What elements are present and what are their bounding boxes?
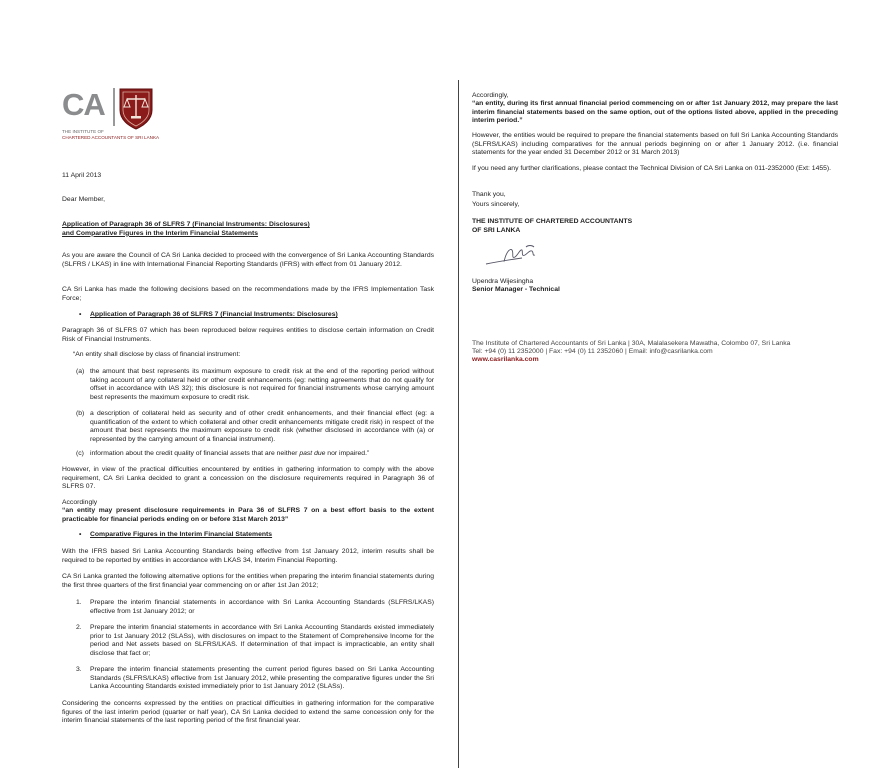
option-1-marker: 1.: [76, 599, 82, 606]
page-divider: [458, 80, 459, 768]
website-link[interactable]: www.casrilanka.com: [472, 356, 539, 363]
signatory-name: Upendra Wijesingha: [472, 278, 534, 285]
section2-paragraph-2: CA Sri Lanka granted the following alternative options for the entities when preparing the interim financial statements during the first three quarters of the first financial year commencing on or after 1st Jan 2012;: [62, 573, 434, 589]
item-c: [62, 450, 434, 459]
decisions-paragraph: CA Sri Lanka has made the following decisions based on the recommendations made by the IFRS Implementation Task Force;: [62, 286, 434, 302]
accordingly-statement: “an entity may present disclosure requirements in Para 36 of SLFRS 7 on a best effort basis to the extent practicable for financial periods ending on or before 31st March 2013”: [62, 507, 434, 523]
however-paragraph: However, the entities would be required to prepare the financial statements based on full Sri Lanka Accounting Standards (SLFRS/LKAS) including comparatives for the annual periods beginning on or after 1 January 2012. (i.e. financial statements for the year ended 31 December 2012 or 31 March 2013): [472, 132, 838, 157]
subject-heading: [62, 221, 310, 238]
footer-contact: Tel: +94 (0) 11 2352000 | Fax: +94 (0) 11 2352060 | Email: info@casrilanka.com: [472, 348, 713, 355]
item-b-marker: (b): [76, 410, 85, 417]
bullet-icon: •: [79, 311, 82, 318]
section1-paragraph: Paragraph 36 of SLFRS 07 which has been reproduced below requires entities to disclose certain information on Credit Risk of Financial Instruments.: [62, 327, 434, 343]
accordingly-statement-2: “an entity, during its first annual financial period commencing on or after 1st January 2012, may prepare the last interim financial statements based on the same option, out of the options listed above, applied in the preceding interim period.”: [472, 100, 838, 125]
item-a-text: the amount that best represents its maximum exposure to credit risk at the end of the reporting period without taking account of any collateral held or other credit enhancements (eg: netting agreements that do not qualify for offset in accordance with IAS 32); this disclosure is not required for financial instruments whose carrying amount best represents the maximum exposure to credit risk.: [90, 368, 434, 402]
concession-paragraph: However, in view of the practical difficulties encountered by entities in gathering information to comply with the above requirement, CA Sri Lanka decided to grant a concession on the disclosure requirements required in Paragraph 36 of SLFRS 07.: [62, 466, 434, 491]
org-line-1: THE INSTITUTE OF CHARTERED ACCOUNTANTS: [472, 218, 633, 225]
subject-line-1: Application of Paragraph 36 of SLFRS 7 (Financial Instruments: Disclosures): [62, 221, 310, 228]
bullet-icon: •: [79, 531, 82, 538]
salutation: Dear Member,: [62, 196, 106, 203]
accordingly-label-2: Accordingly,: [472, 92, 509, 99]
organisation-name: [472, 218, 632, 235]
quote-intro: “An entity shall disclose by class of financial instrument:: [73, 351, 241, 358]
logo-text: [62, 129, 159, 140]
logo-divider: [113, 88, 115, 126]
option-3-text: Prepare the interim financial statements presenting the current period figures based on Sri Lanka Accounting Standards (SLFRS/LKAS) effective from 1st January 2012, while presenting the comparative figures under the Sri Lanka Accounting Standards existed immediately prior to 1st January 2012 (SLASs).: [90, 666, 434, 691]
section1-heading: Application of Paragraph 36 of SLFRS 7 (Financial Instruments: Disclosures): [90, 311, 338, 318]
option-1-text: Prepare the interim financial statements in accordance with Sri Lanka Accounting Standards (SLFRS/LKAS) effective from 1st January 2012; or: [90, 599, 434, 615]
section2-paragraph-1: With the IFRS based Sri Lanka Accounting Standards being effective from 1st January 2012, interim results shall be required to be reported by entities in accordance with LKAS 34, Interim Financial Reporting.: [62, 548, 434, 564]
item-c-start: information about the credit quality of financial assets that are neither: [90, 450, 300, 457]
item-b-text: a description of collateral held as security and of other credit enhancements, and their financial effect (eg: a quantification of the extent to which collateral and other credit enhancements mitigate credit risk) in respect of the amount that best represents the maximum exposure to credit risk (whether disclosed in accordance with (a) or represented by the carrying amount of a financial instrument).: [90, 410, 434, 444]
accordingly-label: Accordingly: [62, 499, 98, 506]
option-3-marker: 3.: [76, 666, 82, 673]
option-3: [62, 666, 434, 692]
signature-image: [482, 240, 552, 270]
option-2-text: Prepare the interim financial statements in accordance with Sri Lanka Accounting Standards existed immediately prior to 1st January 2012 (SLASs), with disclosures on impact to the Statement of Comprehensive Income for the period and Net assets based on SLFRS/LKAS. If determination of that impact is impracticable, an entity shall disclose that fact or;: [90, 624, 434, 658]
subject-line-2: and Comparative Figures in the Interim Financial Statements: [62, 229, 259, 237]
item-b: [62, 410, 434, 445]
item-c-marker: (c): [76, 450, 84, 457]
thank-you: Thank you,: [472, 191, 506, 198]
option-2: [62, 624, 434, 659]
option-2-marker: 2.: [76, 624, 82, 631]
item-a-marker: (a): [76, 368, 85, 375]
logo-line2: CHARTERED ACCOUNTANTS OF SRI LANKA: [62, 134, 160, 140]
yours-sincerely: Yours sincerely,: [472, 201, 520, 208]
option-1: [62, 599, 434, 616]
item-c-end: nor impaired.”: [325, 450, 370, 457]
item-c-italic: past due: [299, 450, 326, 457]
section2-heading-row: [62, 531, 434, 540]
closing-paragraph: Considering the concerns expressed by the entities on practical difficulties in gathering information for the comparative figures of the last interim period (quarter or half year), CA Sri Lanka decided to extend the same concession only for the interim financial statements of the last reporting period of the first financial year.: [62, 700, 434, 725]
section2-heading: Comparative Figures in the Interim Financial Statements: [90, 531, 273, 538]
intro-paragraph: As you are aware the Council of CA Sri Lanka decided to proceed with the convergence of Sri Lanka Accounting Standards (SLFRS / LKAS) in line with International Financial Reporting Standards (IFRS) with effect from 01 January 2012.: [62, 252, 434, 268]
item-c-text: [90, 450, 434, 459]
footer-address: The Institute of Chartered Accountants of Sri Lanka | 30A, Malalasekera Mawatha, Colombo 07, Sri Lanka: [472, 340, 791, 347]
logo-abbr: CA: [62, 87, 105, 122]
logo-line1: THE INSTITUTE OF: [62, 129, 104, 134]
ca-logo: [62, 88, 172, 148]
org-line-2: OF SRI LANKA: [472, 226, 521, 234]
signatory-title: Senior Manager - Technical: [472, 286, 560, 293]
scales-shield-icon: [117, 86, 155, 130]
item-a: [62, 368, 434, 403]
letter-date: 11 April 2013: [62, 172, 102, 179]
section1-heading-row: [62, 311, 434, 320]
contact-paragraph: If you need any further clarifications, please contact the Technical Division of CA Sri Lanka on 011-2352000 (Ext: 1455).: [472, 165, 832, 172]
